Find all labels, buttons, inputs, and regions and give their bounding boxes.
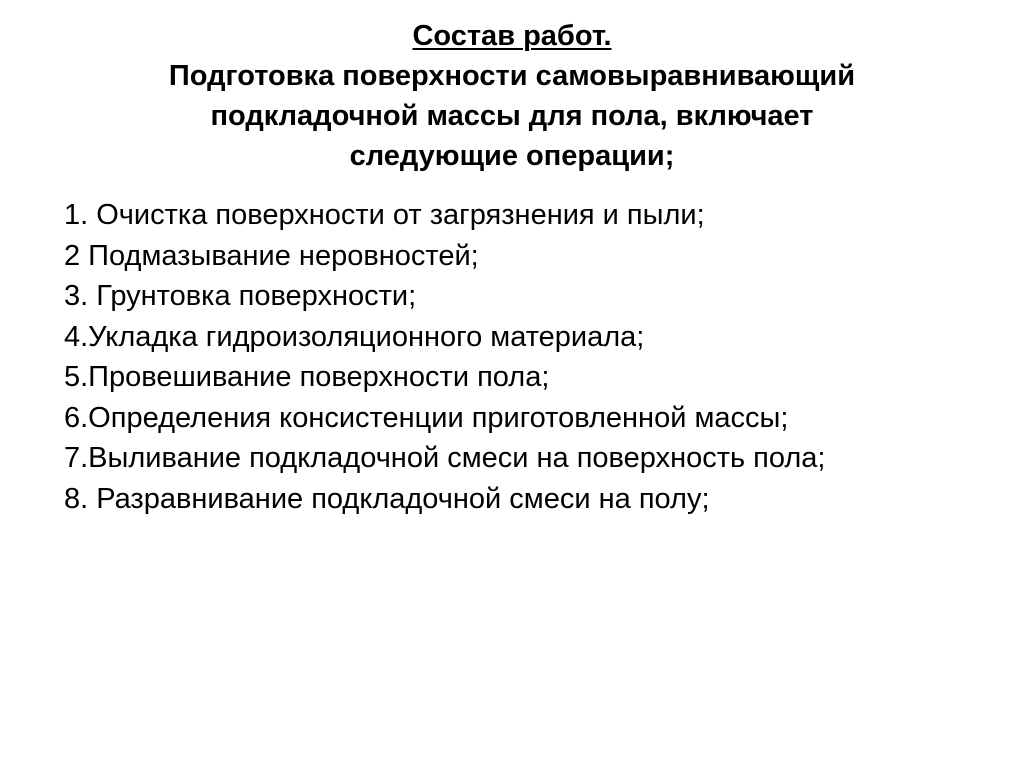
operation-item-5: 5.Провешивание поверхности пола;	[64, 361, 550, 393]
title-line-3: следующие операции;	[349, 140, 675, 172]
title-line-1: Подготовка поверхности самовыравнивающий	[168, 60, 856, 92]
title-line-2: подкладочной массы для пола, включает	[210, 100, 814, 132]
title-heading: Состав работ.	[412, 20, 612, 52]
operations-list	[64, 195, 825, 519]
operation-item-4: 4.Укладка гидроизоляционного материала;	[64, 320, 645, 353]
operation-item-3: 3. Грунтовка поверхности;	[64, 280, 417, 312]
operation-item-2: 2 Подмазывание неровностей;	[64, 239, 479, 272]
operation-item-7: 7.Выливание подкладочной смеси на поверхность пола;	[64, 442, 826, 474]
operation-item-8: 8. Разравнивание подкладочной смеси на полу;	[64, 482, 710, 515]
operation-item-6: 6.Определения консистенции приготовленной массы;	[64, 401, 789, 434]
title-block	[60, 16, 964, 176]
operation-item-1: 1. Очистка поверхности от загрязнения и пыли;	[64, 199, 705, 231]
